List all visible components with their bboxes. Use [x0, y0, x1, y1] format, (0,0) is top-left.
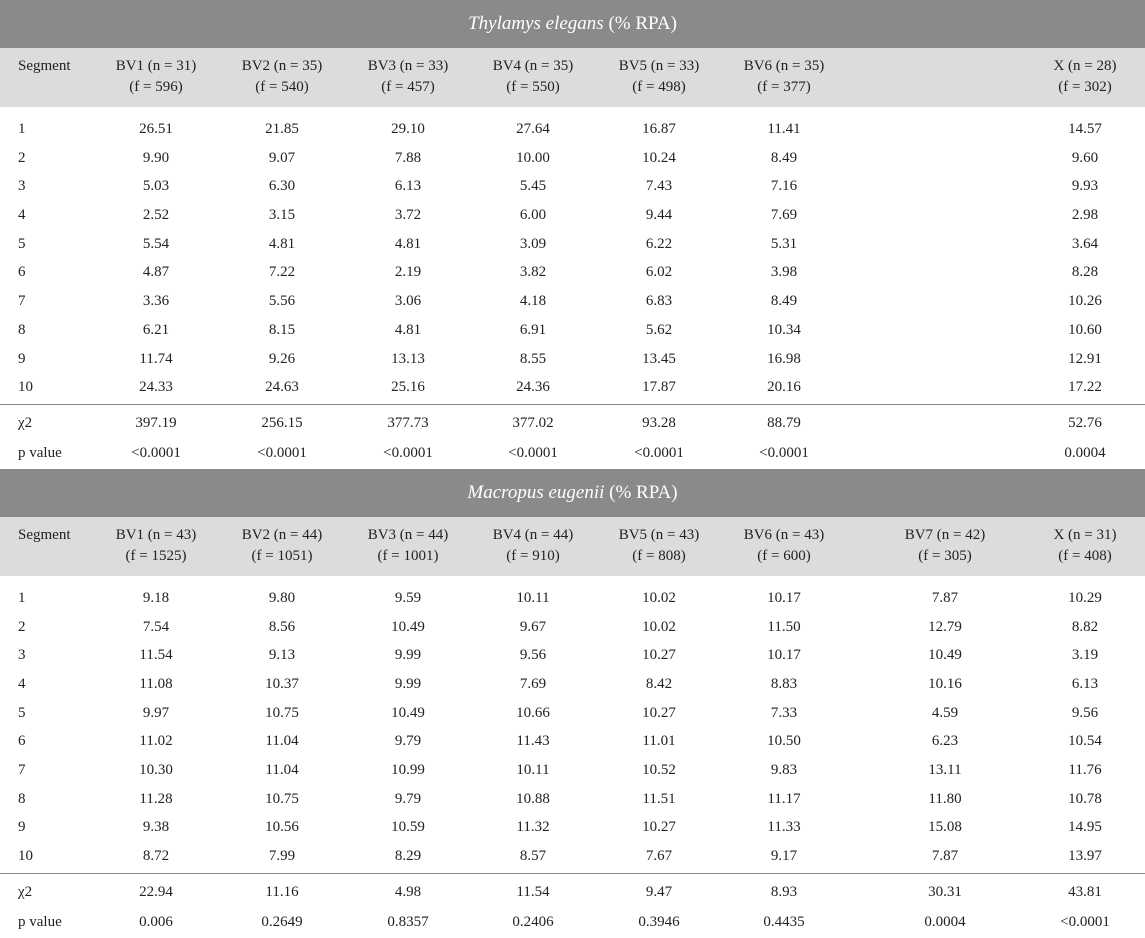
stat-value: 30.31 [928, 883, 962, 900]
rpa-value: 4.81 [268, 235, 296, 252]
rpa-value: 8.28 [1071, 264, 1099, 281]
rpa-value: 7.87 [931, 848, 959, 865]
column-name: BV1 (n = 43) [115, 526, 197, 543]
column-f-count: (f = 910) [506, 547, 560, 564]
segment-number: 5 [18, 704, 26, 721]
rpa-value: 3.98 [770, 264, 798, 281]
table-row [0, 641, 1145, 670]
rpa-value: 10.27 [642, 819, 676, 836]
rpa-value: 8.72 [142, 848, 170, 865]
rpa-value: 9.56 [519, 647, 547, 664]
rpa-value: 5.03 [142, 178, 170, 195]
segment-number: 6 [18, 264, 26, 281]
rpa-value: 10.17 [767, 647, 801, 664]
stat-value: 0.8357 [387, 914, 429, 931]
rpa-value: 7.69 [770, 207, 798, 224]
rpa-value: 5.56 [268, 293, 296, 310]
rpa-value: 7.43 [645, 178, 673, 195]
column-header [234, 525, 330, 567]
rpa-value: 11.43 [516, 733, 550, 750]
rpa-value: 10.11 [516, 589, 550, 606]
rpa-value: 10.16 [928, 675, 962, 692]
rpa-value: 9.97 [142, 704, 170, 721]
rpa-value: 10.49 [391, 618, 425, 635]
rpa-value: 8.29 [394, 848, 422, 865]
table-row [0, 699, 1145, 728]
table-row [0, 144, 1145, 173]
rpa-value: 2.19 [394, 264, 422, 281]
stat-value: 256.15 [261, 414, 303, 431]
segment-number: 3 [18, 178, 26, 195]
rpa-value: 15.08 [928, 819, 962, 836]
column-header [485, 525, 581, 567]
column-name: BV2 (n = 44) [241, 526, 323, 543]
segment-rows [0, 576, 1145, 871]
stat-value: <0.0001 [383, 445, 433, 462]
column-f-count: (f = 808) [632, 547, 686, 564]
column-header [736, 56, 832, 98]
table-row [0, 613, 1145, 642]
column-name: BV6 (n = 43) [743, 526, 825, 543]
rpa-value: 11.54 [139, 647, 173, 664]
rpa-value: 3.36 [142, 293, 170, 310]
rpa-value: 8.42 [645, 675, 673, 692]
column-f-count: (f = 305) [918, 547, 972, 564]
rpa-value: 3.09 [519, 235, 547, 252]
column-header [360, 56, 456, 98]
rpa-value: 9.18 [142, 589, 170, 606]
column-f-count: (f = 600) [757, 547, 811, 564]
segment-number: 5 [18, 235, 26, 252]
stat-value: <0.0001 [759, 445, 809, 462]
rpa-value: 8.83 [770, 675, 798, 692]
rpa-value: 11.04 [265, 733, 299, 750]
rpa-value: 9.99 [394, 675, 422, 692]
table-row [0, 287, 1145, 316]
rpa-value: 10.34 [767, 321, 801, 338]
rpa-value: 26.51 [139, 121, 173, 137]
rpa-value: 11.17 [767, 790, 801, 807]
rpa-value: 11.76 [1068, 762, 1102, 778]
rpa-value: 6.13 [1071, 675, 1099, 692]
segment-number: 8 [18, 321, 26, 338]
stat-value: 0.0004 [1064, 445, 1106, 462]
rpa-value: 10.17 [767, 589, 801, 606]
rpa-value: 10.26 [1068, 293, 1102, 310]
segment-number: 9 [18, 350, 26, 367]
rpa-value: 12.91 [1068, 350, 1102, 367]
rpa-value: 9.99 [394, 647, 422, 664]
rpa-value: 3.72 [394, 207, 422, 224]
rpa-value: 9.44 [645, 207, 673, 224]
stats-rows [0, 404, 1145, 469]
rpa-value: 8.49 [770, 293, 798, 310]
stat-value: 11.54 [516, 883, 550, 900]
table-row [0, 115, 1145, 144]
rpa-value: 24.63 [265, 379, 299, 396]
rpa-value: 11.74 [139, 350, 173, 367]
column-name: BV5 (n = 43) [618, 526, 700, 543]
rpa-value: 8.82 [1071, 618, 1099, 635]
column-header [360, 525, 456, 567]
rpa-value: 7.88 [394, 149, 422, 166]
column-name: BV2 (n = 35) [241, 58, 323, 74]
stat-label: p value [18, 914, 62, 931]
rpa-value: 16.87 [642, 121, 676, 137]
rpa-value: 6.22 [645, 235, 673, 252]
column-f-count: (f = 1525) [125, 547, 187, 564]
stat-value: 0.4435 [763, 914, 805, 931]
rpa-value: 2.52 [142, 207, 170, 224]
rpa-value: 11.28 [139, 790, 173, 807]
rpa-value: 21.85 [265, 121, 299, 137]
rpa-value: 6.02 [645, 264, 673, 281]
rpa-value: 6.13 [394, 178, 422, 195]
chi-square-row [0, 408, 1145, 439]
column-name: BV3 (n = 44) [367, 526, 449, 543]
rpa-value: 13.45 [642, 350, 676, 367]
rpa-value: 10.50 [767, 733, 801, 750]
rpa-value: 7.67 [645, 848, 673, 865]
column-f-count: (f = 302) [1058, 79, 1112, 95]
table-row [0, 670, 1145, 699]
rpa-value: 7.22 [268, 264, 296, 281]
rpa-value: 9.80 [268, 589, 296, 606]
rpa-value: 5.45 [519, 178, 547, 195]
table-row [0, 230, 1145, 259]
rpa-value: 3.82 [519, 264, 547, 281]
stat-value: <0.0001 [131, 445, 181, 462]
rpa-value: 10.00 [516, 149, 550, 166]
rpa-value: 10.02 [642, 589, 676, 606]
segment-header: Segment [18, 58, 71, 74]
stat-value: 22.94 [139, 883, 173, 900]
title-suffix: (% RPA) [603, 13, 677, 34]
rpa-value: 10.37 [265, 675, 299, 692]
stat-value: 0.0004 [924, 914, 966, 931]
rpa-value: 10.99 [391, 762, 425, 778]
rpa-value: 9.26 [268, 350, 296, 367]
stat-value: 88.79 [767, 414, 801, 431]
stat-value: <0.0001 [508, 445, 558, 462]
stat-value: 52.76 [1068, 414, 1102, 431]
segment-number: 10 [18, 848, 33, 865]
segment-number: 1 [18, 589, 26, 606]
stat-value: <0.0001 [1060, 914, 1110, 931]
column-header [108, 525, 204, 567]
column-f-count: (f = 540) [255, 79, 309, 95]
table-row [0, 316, 1145, 345]
column-name: BV6 (n = 35) [743, 58, 825, 74]
table-row [0, 584, 1145, 613]
stat-label: p value [18, 445, 62, 462]
rpa-value: 11.51 [642, 790, 676, 807]
table-row [0, 373, 1145, 402]
rpa-value: 9.67 [519, 618, 547, 635]
table-row [0, 201, 1145, 230]
rpa-value: 5.54 [142, 235, 170, 252]
rpa-value: 10.75 [265, 790, 299, 807]
rpa-value: 4.81 [394, 235, 422, 252]
rpa-value: 6.30 [268, 178, 296, 195]
rpa-value: 3.19 [1071, 647, 1099, 664]
rpa-value: 10.49 [928, 647, 962, 664]
p-value-row [0, 907, 1145, 938]
rpa-value: 9.56 [1071, 704, 1099, 721]
column-f-count: (f = 550) [506, 79, 560, 95]
rpa-value: 3.15 [268, 207, 296, 224]
table-section [0, 469, 1145, 938]
segment-number: 6 [18, 733, 26, 750]
rpa-value: 9.93 [1071, 178, 1099, 195]
segment-number: 7 [18, 762, 26, 778]
rpa-value: 10.02 [642, 618, 676, 635]
segment-number: 7 [18, 293, 26, 310]
rpa-value: 27.64 [516, 121, 550, 137]
column-f-count: (f = 408) [1058, 547, 1112, 564]
segment-number: 1 [18, 121, 26, 137]
stat-value: 0.2649 [261, 914, 303, 931]
column-header [1035, 525, 1135, 567]
rpa-value: 14.57 [1068, 121, 1102, 137]
rpa-value: 10.27 [642, 704, 676, 721]
column-name: X (n = 28) [1053, 58, 1117, 74]
table-row [0, 842, 1145, 871]
column-f-count: (f = 498) [632, 79, 686, 95]
stats-rows [0, 873, 1145, 938]
segment-number: 3 [18, 647, 26, 664]
rpa-value: 9.90 [142, 149, 170, 166]
column-name: BV3 (n = 33) [367, 58, 449, 74]
rpa-value: 14.95 [1068, 819, 1102, 836]
p-value-row [0, 438, 1145, 469]
rpa-value: 13.11 [928, 762, 962, 778]
column-header [611, 525, 707, 567]
segment-number: 8 [18, 790, 26, 807]
stat-value: 4.98 [394, 883, 422, 900]
rpa-value: 6.00 [519, 207, 547, 224]
rpa-value: 11.08 [139, 675, 173, 692]
rpa-value: 9.79 [394, 733, 422, 750]
rpa-value: 11.02 [139, 733, 173, 750]
column-name: BV5 (n = 33) [618, 58, 700, 74]
species-title [0, 469, 1145, 517]
stat-value: 9.47 [645, 883, 673, 900]
column-header [234, 56, 330, 98]
segment-number: 4 [18, 675, 26, 692]
table-row [0, 785, 1145, 814]
rpa-value: 7.54 [142, 618, 170, 635]
rpa-value: 9.17 [770, 848, 798, 865]
column-name: BV4 (n = 35) [492, 58, 574, 74]
column-header [485, 56, 581, 98]
rpa-value: 11.04 [265, 762, 299, 778]
rpa-value: 12.79 [928, 618, 962, 635]
stat-value: 8.93 [770, 883, 798, 900]
rpa-value: 8.15 [268, 321, 296, 338]
table-row [0, 172, 1145, 201]
rpa-value: 10.54 [1068, 733, 1102, 750]
column-header [736, 525, 832, 567]
column-header [611, 56, 707, 98]
rpa-value: 10.29 [1068, 589, 1102, 606]
rpa-value: 11.80 [928, 790, 962, 807]
segment-number: 10 [18, 379, 33, 396]
rpa-value: 8.57 [519, 848, 547, 865]
table-row [0, 813, 1145, 842]
species-title [0, 0, 1145, 48]
rpa-value: 11.50 [767, 618, 801, 635]
stat-value: <0.0001 [634, 445, 684, 462]
rpa-value: 4.18 [519, 293, 547, 310]
rpa-value: 10.30 [139, 762, 173, 778]
stat-value: <0.0001 [257, 445, 307, 462]
rpa-value: 6.23 [931, 733, 959, 750]
species-name: Thylamys elegans [468, 13, 604, 34]
rpa-value: 10.52 [642, 762, 676, 778]
rpa-value: 9.13 [268, 647, 296, 664]
rpa-value: 5.62 [645, 321, 673, 338]
chi-square-row [0, 877, 1145, 908]
rpa-value: 9.38 [142, 819, 170, 836]
column-f-count: (f = 457) [381, 79, 435, 95]
rpa-value: 11.41 [767, 121, 801, 137]
segment-number: 4 [18, 207, 26, 224]
stat-value: 0.006 [139, 914, 173, 931]
rpa-value: 8.49 [770, 149, 798, 166]
stat-label: χ2 [18, 883, 33, 900]
column-header [895, 525, 995, 567]
rpa-value: 7.69 [519, 675, 547, 692]
rpa-value: 9.83 [770, 762, 798, 778]
rpa-value: 13.97 [1068, 848, 1102, 865]
table-row [0, 258, 1145, 287]
rpa-value: 10.56 [265, 819, 299, 836]
column-header [108, 56, 204, 98]
rpa-value: 9.07 [268, 149, 296, 166]
rpa-value: 7.87 [931, 589, 959, 606]
table-row [0, 727, 1145, 756]
stat-value: 43.81 [1068, 883, 1102, 900]
stat-value: 93.28 [642, 414, 676, 431]
table-row [0, 345, 1145, 374]
rpa-value: 17.22 [1068, 379, 1102, 396]
rpa-value: 5.31 [770, 235, 798, 252]
column-name: X (n = 31) [1053, 526, 1117, 543]
column-f-count: (f = 377) [757, 79, 811, 95]
rpa-value: 2.98 [1071, 207, 1099, 224]
segment-rows [0, 107, 1145, 402]
rpa-value: 25.16 [391, 379, 425, 396]
rpa-value: 29.10 [391, 121, 425, 137]
rpa-value: 7.99 [268, 848, 296, 865]
rpa-value: 8.55 [519, 350, 547, 367]
rpa-value: 17.87 [642, 379, 676, 396]
stat-value: 397.19 [135, 414, 177, 431]
rpa-value: 11.32 [516, 819, 550, 836]
column-f-count: (f = 1001) [377, 547, 439, 564]
rpa-value: 3.06 [394, 293, 422, 310]
rpa-value: 10.49 [391, 704, 425, 721]
stat-value: 377.02 [512, 414, 554, 431]
rpa-value: 3.64 [1071, 235, 1099, 252]
column-header-row [0, 517, 1145, 576]
rpa-value: 4.59 [931, 704, 959, 721]
column-name: BV1 (n = 31) [115, 58, 197, 74]
table-row [0, 756, 1145, 785]
column-header [1035, 56, 1135, 98]
rpa-value: 6.83 [645, 293, 673, 310]
rpa-value: 6.21 [142, 321, 170, 338]
rpa-value: 11.01 [642, 733, 676, 750]
rpa-value: 4.81 [394, 321, 422, 338]
rpa-value: 10.24 [642, 149, 676, 166]
segment-number: 2 [18, 149, 26, 166]
rpa-value: 9.59 [394, 589, 422, 606]
segment-header: Segment [18, 526, 71, 543]
rpa-value: 13.13 [391, 350, 425, 367]
column-header-row [0, 48, 1145, 107]
rpa-value: 7.16 [770, 178, 798, 195]
rpa-value: 16.98 [767, 350, 801, 367]
rpa-value: 11.33 [767, 819, 801, 836]
column-f-count: (f = 1051) [251, 547, 313, 564]
rpa-value: 10.75 [265, 704, 299, 721]
species-name: Macropus eugenii [467, 481, 605, 503]
segment-number: 2 [18, 618, 26, 635]
column-name: BV4 (n = 44) [492, 526, 574, 543]
column-f-count: (f = 596) [129, 79, 183, 95]
segment-number: 9 [18, 819, 26, 836]
rpa-value: 10.27 [642, 647, 676, 664]
rpa-value: 24.36 [516, 379, 550, 396]
stat-value: 0.3946 [638, 914, 680, 931]
rpa-value: 10.59 [391, 819, 425, 836]
stat-value: 11.16 [265, 883, 299, 900]
title-suffix: (% RPA) [604, 481, 678, 503]
rpa-value: 10.88 [516, 790, 550, 807]
rpa-value: 10.60 [1068, 321, 1102, 338]
stat-label: χ2 [18, 414, 33, 431]
rpa-value: 20.16 [767, 379, 801, 396]
stat-value: 0.2406 [512, 914, 554, 931]
rpa-value: 7.33 [770, 704, 798, 721]
rpa-value: 6.91 [519, 321, 547, 338]
rpa-value: 10.66 [516, 704, 550, 721]
rpa-value: 9.79 [394, 790, 422, 807]
rpa-value: 4.87 [142, 264, 170, 281]
rpa-value: 24.33 [139, 379, 173, 396]
rpa-value: 8.56 [268, 618, 296, 635]
column-name: BV7 (n = 42) [904, 526, 986, 543]
rpa-value: 10.78 [1068, 790, 1102, 807]
rpa-value: 9.60 [1071, 149, 1099, 166]
rpa-value: 10.11 [516, 762, 550, 778]
stat-value: 377.73 [387, 414, 429, 431]
